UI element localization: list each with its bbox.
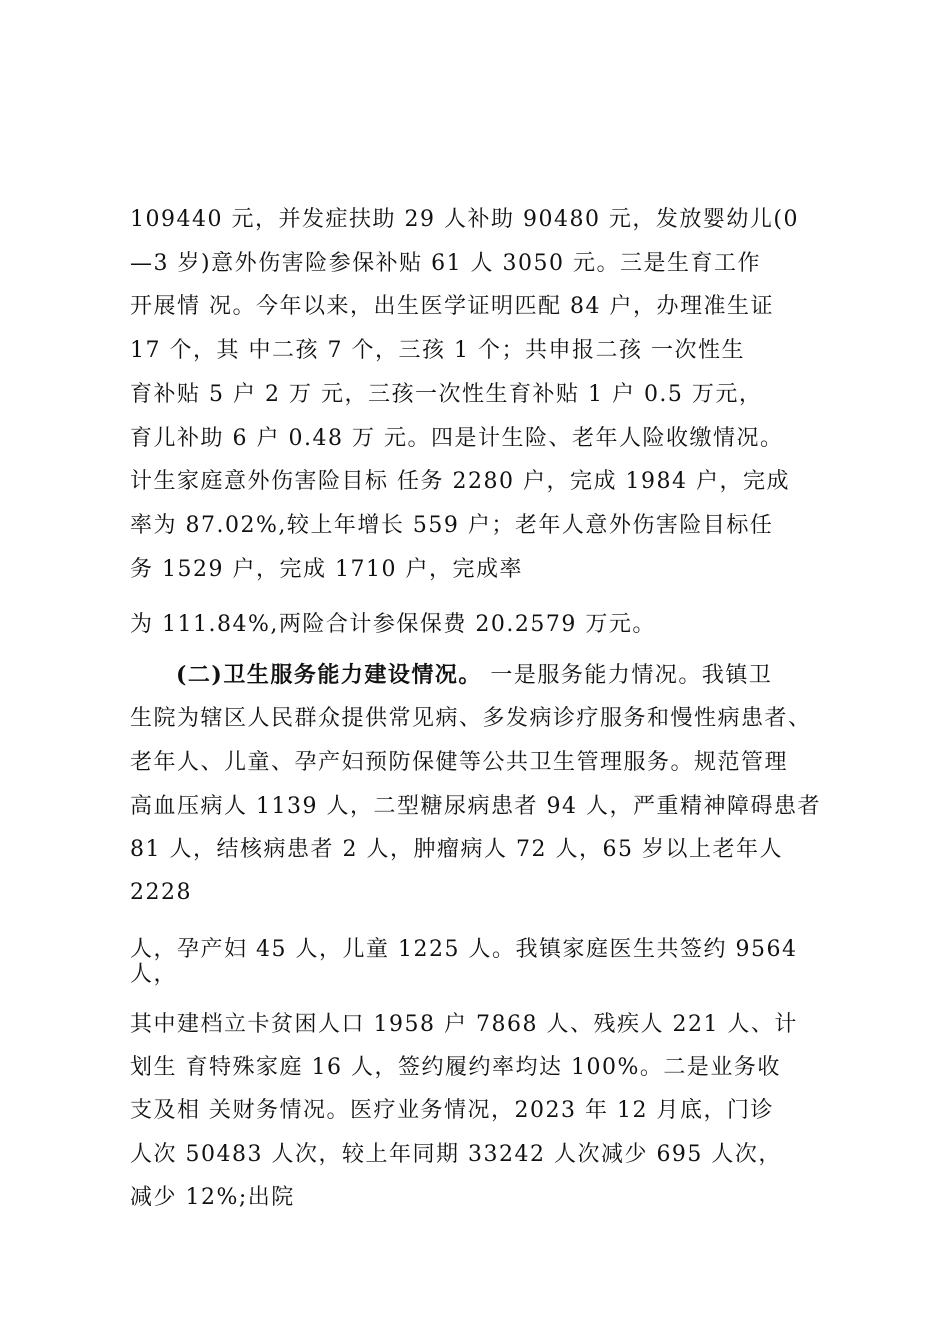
paragraph-line: 17 个，其 中二孩 7 个，三孩 1 个；共申报二孩 一次性生 xyxy=(130,338,745,363)
section-intro: 一是服务能力情况。我镇卫 xyxy=(481,663,773,688)
paragraph-line: 人次 50483 人次，较上年同期 33242 人次减少 695 人次， xyxy=(130,1142,782,1167)
paragraph-line: 减少 12%;出院 xyxy=(130,1185,295,1210)
paragraph-line: 老年人、儿童、孕产妇预防保健等公共卫生管理服务。规范管理 xyxy=(130,750,789,775)
paragraph-line: —3 岁)意外伤害险参保补贴 61 人 3050 元。三是生育工作 xyxy=(130,251,762,276)
paragraph-line: 育补贴 5 户 2 万 元，三孩一次性生育补贴 1 户 0.5 万元， xyxy=(130,382,763,407)
paragraph-line: 育儿补助 6 户 0.48 万 元。四是计生险、老年人险收缴情况。 xyxy=(130,426,784,451)
paragraph-line: 为 111.84%,两险合计参保保费 20.2579 万元。 xyxy=(130,612,656,637)
paragraph-line: 生院为辖区人民群众提供常见病、多发病诊疗服务和慢性病患者、 xyxy=(130,706,812,731)
paragraph-line: 81 人，结核病患者 2 人，肿瘤病人 72 人，65 岁以上老年人 xyxy=(130,837,783,862)
paragraph-line: 人，孕产妇 45 人，儿童 1225 人。我镇家庭医生共签约 9564 xyxy=(130,937,798,962)
paragraph-line: 务 1529 户，完成 1710 户，完成率 xyxy=(130,557,523,582)
paragraph-line: 开展情 况。今年以来，出生医学证明匹配 84 户，办理准生证 xyxy=(130,294,774,319)
section-heading-line xyxy=(176,660,772,691)
paragraph-line: 支及相 关财务情况。医疗业务情况，2023 年 12 月底，门诊 xyxy=(130,1098,774,1123)
paragraph-line: 109440 元，并发症扶助 29 人补助 90480 元，发放婴幼儿(0 xyxy=(130,207,800,232)
paragraph-line: 2228 xyxy=(130,880,192,905)
paragraph-line: 率为 87.02%,较上年增长 559 户；老年人意外伤害险目标任 xyxy=(130,513,774,538)
section-heading: (二)卫生服务能力建设情况。 xyxy=(176,662,482,688)
paragraph-line: 其中建档立卡贫困人口 1958 户 7868 人、残疾人 221 人、计 xyxy=(130,1012,798,1037)
paragraph-line: 计生家庭意外伤害险目标 任务 2280 户，完成 1984 户，完成 xyxy=(130,469,790,494)
paragraph-line: 高血压病人 1139 人，二型糖尿病患者 94 人，严重精神障碍患者 xyxy=(130,794,821,819)
paragraph-line: 划生 育特殊家庭 16 人，签约履约率均达 100%。二是业务收 xyxy=(130,1055,781,1080)
paragraph-line: 人， xyxy=(130,962,178,987)
